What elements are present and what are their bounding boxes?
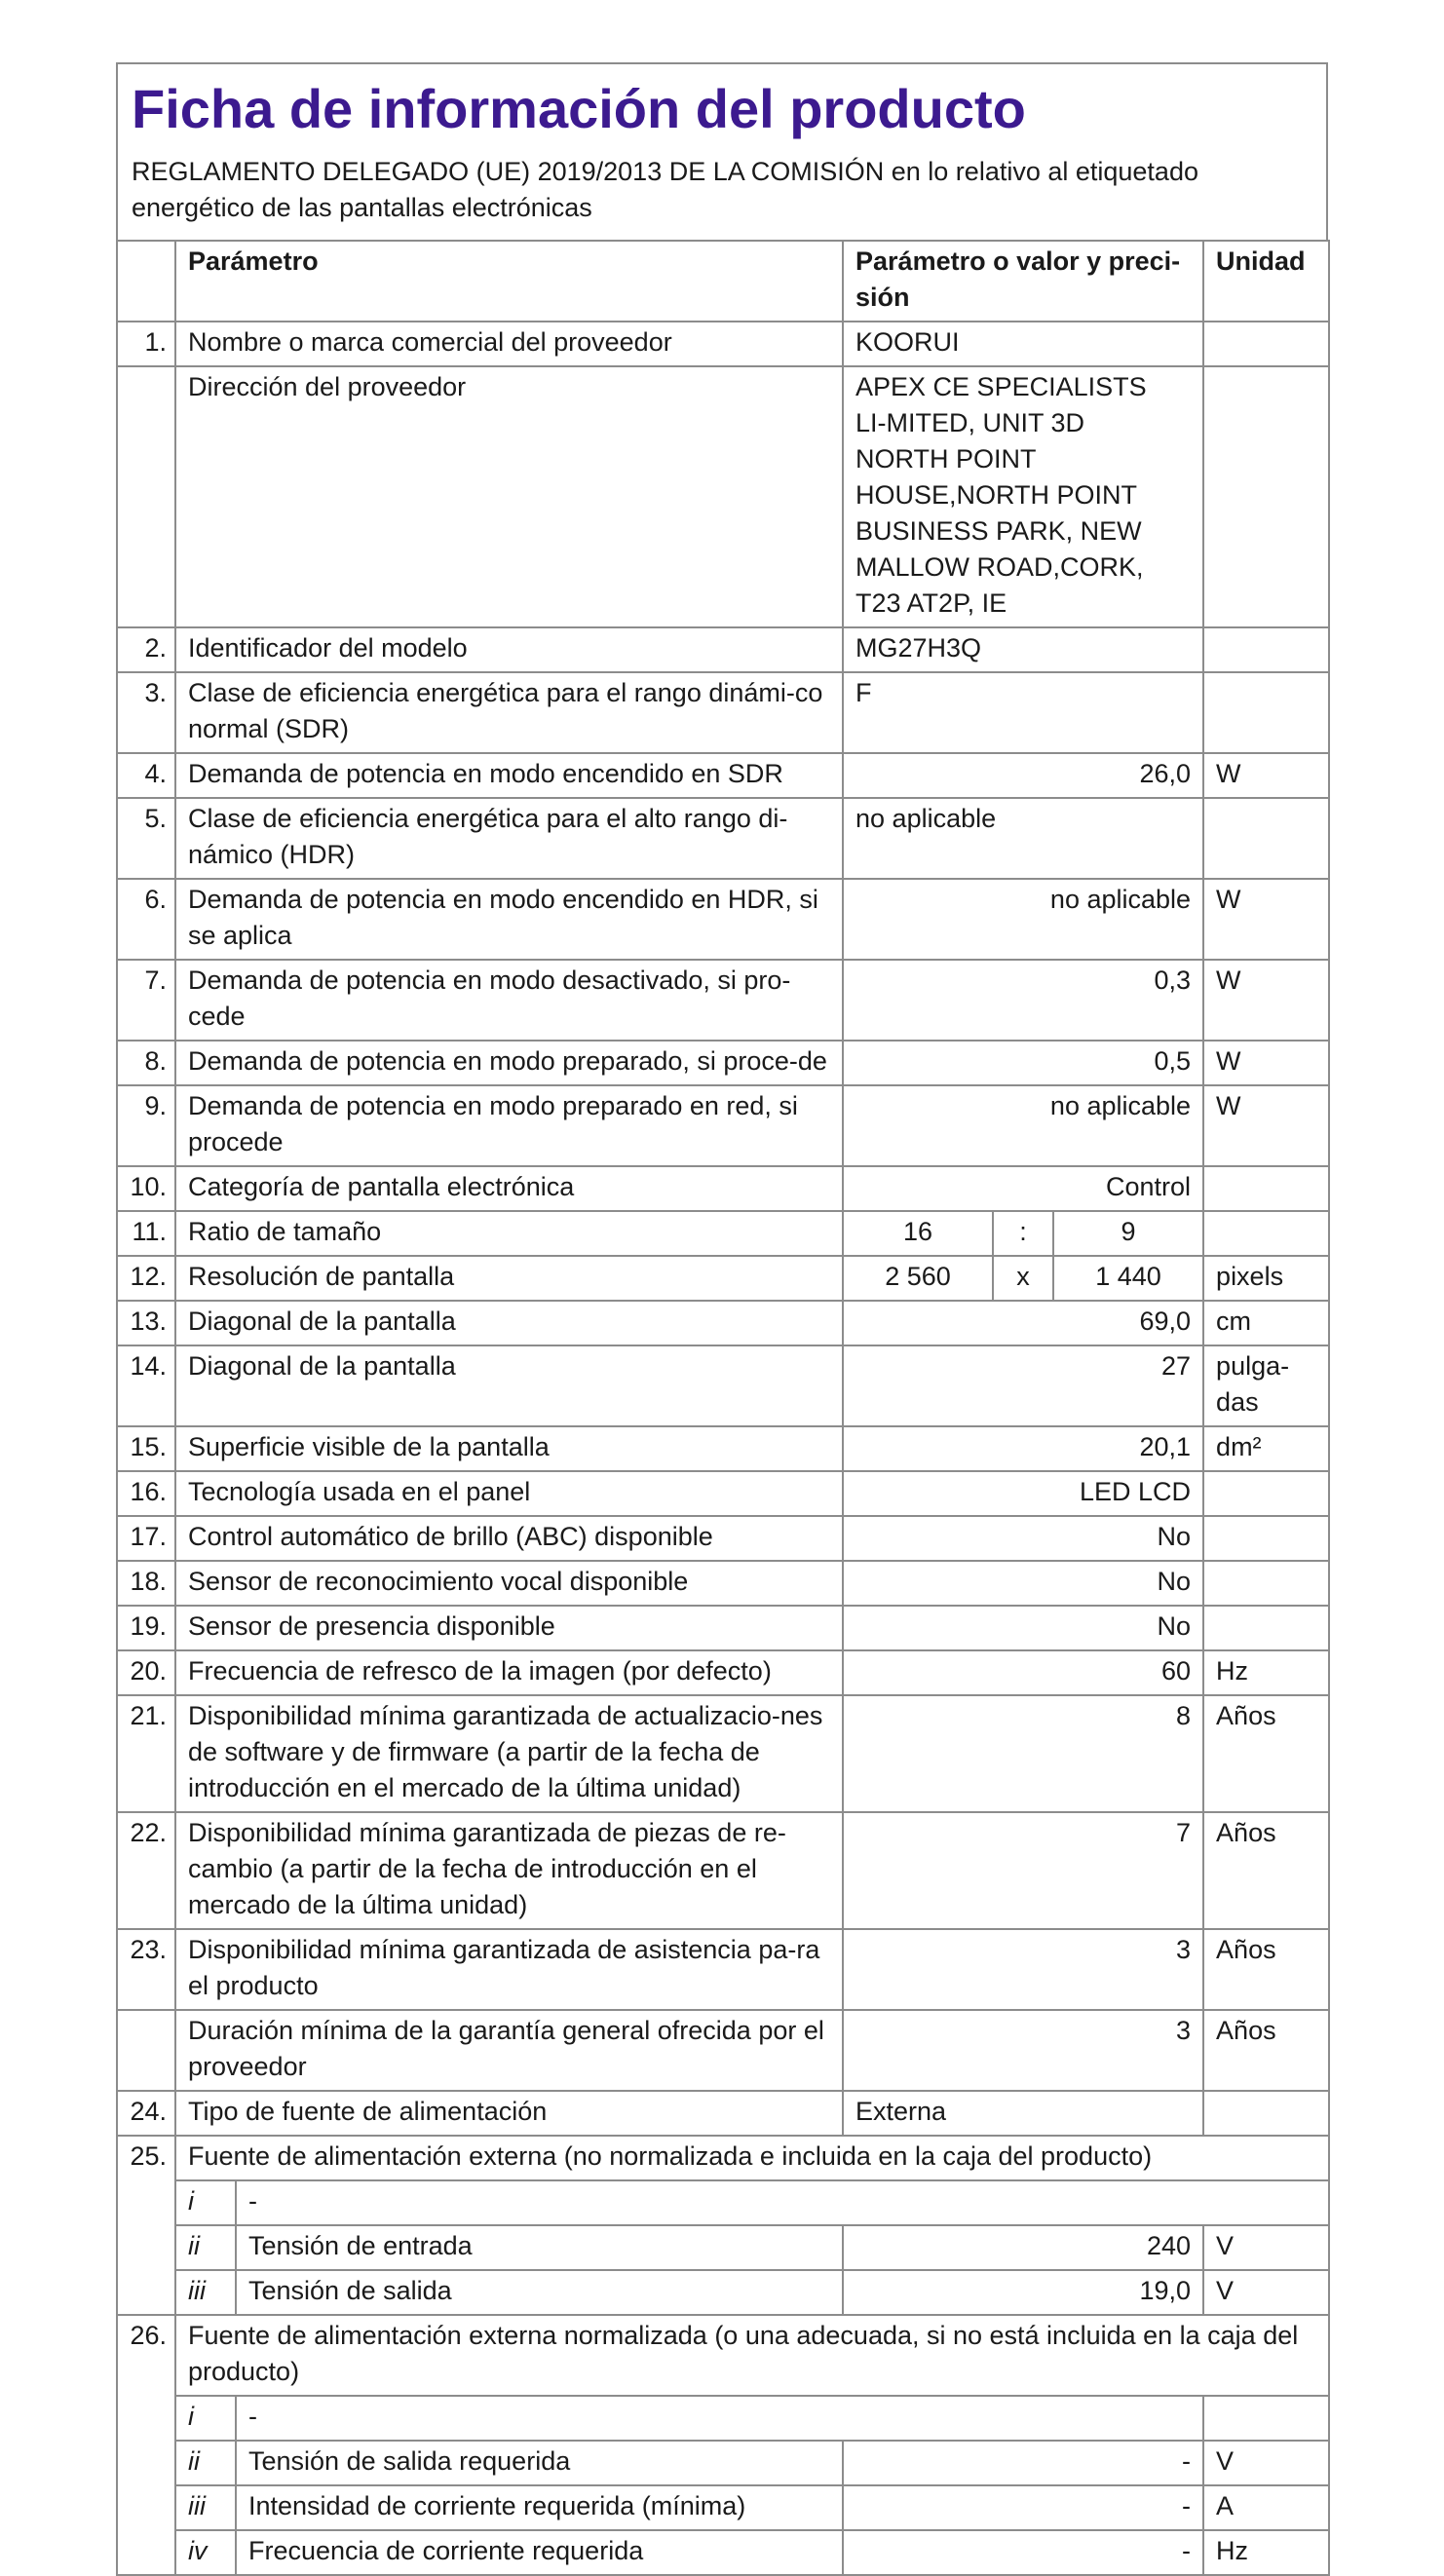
sub-row — [117, 2485, 1329, 2530]
row-value: 0,5 — [843, 1041, 1203, 1085]
row-value: 20,1 — [843, 1426, 1203, 1471]
row-number: 12. — [117, 1256, 175, 1301]
row-parameter: Demanda de potencia en modo preparado, si proce-de — [175, 1041, 843, 1085]
table-row — [117, 1650, 1329, 1695]
row-unit — [1203, 1166, 1329, 1211]
sub-row — [117, 2270, 1329, 2315]
table-row — [117, 1812, 1329, 1929]
row-parameter: Fuente de alimentación externa normalizada (o una adecuada, si no está incluida en la caja del producto) — [175, 2315, 1329, 2396]
row-parameter: Sensor de presencia disponible — [175, 1606, 843, 1650]
sub-row-text: Frecuencia de corriente requerida — [236, 2530, 843, 2575]
row-value: MG27H3Q — [843, 627, 1203, 672]
row-unit — [1203, 627, 1329, 672]
row-unit — [1203, 366, 1329, 627]
row-parameter: Diagonal de la pantalla — [175, 1345, 843, 1426]
row-number: 24. — [117, 2091, 175, 2136]
row-parameter: Frecuencia de refresco de la imagen (por defecto) — [175, 1650, 843, 1695]
row-parameter: Identificador del modelo — [175, 627, 843, 672]
table-row — [117, 798, 1329, 879]
column-header-value: Parámetro o valor y preci-sión — [843, 241, 1203, 322]
row-unit: W — [1203, 753, 1329, 798]
parameter-table — [116, 240, 1330, 2576]
table-row — [117, 1471, 1329, 1516]
row-value: 60 — [843, 1650, 1203, 1695]
row-unit: cm — [1203, 1301, 1329, 1345]
table-row — [117, 1695, 1329, 1812]
row-number: 20. — [117, 1650, 175, 1695]
table-row — [117, 1516, 1329, 1561]
row-unit — [1203, 2091, 1329, 2136]
row-unit — [1203, 1516, 1329, 1561]
row-parameter: Clase de eficiencia energética para el rango dinámi-co normal (SDR) — [175, 672, 843, 753]
sub-row-text: Tensión de salida — [236, 2270, 843, 2315]
row-number: 11. — [117, 1211, 175, 1256]
ratio-separator: : — [993, 1211, 1053, 1256]
sub-row-value: 19,0 — [843, 2270, 1203, 2315]
row-number: 25. — [117, 2136, 175, 2315]
table-row — [117, 1166, 1329, 1211]
row-value: Control — [843, 1166, 1203, 1211]
resolution-height: 1 440 — [1053, 1256, 1203, 1301]
row-unit — [1203, 1606, 1329, 1650]
row-number: 9. — [117, 1085, 175, 1166]
sub-row-text: - — [236, 2396, 1203, 2441]
table-row — [117, 1426, 1329, 1471]
row-value: no aplicable — [843, 798, 1203, 879]
row-parameter: Tipo de fuente de alimentación — [175, 2091, 843, 2136]
sub-row-text: Intensidad de corriente requerida (mínima) — [236, 2485, 843, 2530]
table-row — [117, 1345, 1329, 1426]
row-number — [117, 366, 175, 627]
table-row — [117, 753, 1329, 798]
row-number: 1. — [117, 322, 175, 366]
row-value: LED LCD — [843, 1471, 1203, 1516]
row-value: 3 — [843, 2010, 1203, 2091]
row-value: KOORUI — [843, 322, 1203, 366]
header — [116, 62, 1328, 240]
row-number: 22. — [117, 1812, 175, 1929]
table-row — [117, 1085, 1329, 1166]
row-unit: Años — [1203, 2010, 1329, 2091]
row-unit — [1203, 798, 1329, 879]
ratio-width: 16 — [843, 1211, 993, 1256]
table-row — [117, 1301, 1329, 1345]
sub-row — [117, 2225, 1329, 2270]
column-header-parameter: Parámetro — [175, 241, 843, 322]
row-value: 7 — [843, 1812, 1203, 1929]
row-number: 19. — [117, 1606, 175, 1650]
sub-row — [117, 2530, 1329, 2575]
table-row — [117, 960, 1329, 1041]
sub-row-index: iii — [175, 2270, 236, 2315]
row-unit — [1203, 1471, 1329, 1516]
table-row — [117, 366, 1329, 627]
row-number: 26. — [117, 2315, 175, 2575]
row-unit — [1203, 322, 1329, 366]
resolution-width: 2 560 — [843, 1256, 993, 1301]
sub-row-text: Tensión de entrada — [236, 2225, 843, 2270]
table-row — [117, 1041, 1329, 1085]
row-value: F — [843, 672, 1203, 753]
row-parameter: Sensor de reconocimiento vocal disponible — [175, 1561, 843, 1606]
sub-row-unit: Hz — [1203, 2530, 1329, 2575]
row-unit: W — [1203, 879, 1329, 960]
row-parameter: Resolución de pantalla — [175, 1256, 843, 1301]
row-unit: dm² — [1203, 1426, 1329, 1471]
row-value: No — [843, 1516, 1203, 1561]
sub-row-unit: A — [1203, 2485, 1329, 2530]
row-number — [117, 2010, 175, 2091]
row-value: no aplicable — [843, 1085, 1203, 1166]
row-number: 23. — [117, 1929, 175, 2010]
row-parameter: Nombre o marca comercial del proveedor — [175, 322, 843, 366]
row-value: APEX CE SPECIALISTS LI-MITED, UNIT 3D NORTH POINT HOUSE,NORTH POINT BUSINESS PARK, NEW MALLOW ROAD,CORK, T23 AT2P, IE — [843, 366, 1203, 627]
row-unit: Hz — [1203, 1650, 1329, 1695]
row-number: 14. — [117, 1345, 175, 1426]
row-parameter: Demanda de potencia en modo encendido en HDR, si se aplica — [175, 879, 843, 960]
sub-row-unit: V — [1203, 2225, 1329, 2270]
column-header-unit: Unidad — [1203, 241, 1329, 322]
row-parameter: Tecnología usada en el panel — [175, 1471, 843, 1516]
row-parameter: Duración mínima de la garantía general ofrecida por el proveedor — [175, 2010, 843, 2091]
resolution-separator: x — [993, 1256, 1053, 1301]
row-number: 4. — [117, 753, 175, 798]
row-number: 18. — [117, 1561, 175, 1606]
row-unit: W — [1203, 960, 1329, 1041]
row-value: No — [843, 1561, 1203, 1606]
sub-row-index: i — [175, 2180, 236, 2225]
sub-row — [117, 2180, 1329, 2225]
product-information-sheet — [116, 62, 1328, 2576]
row-number: 7. — [117, 960, 175, 1041]
sub-row-index: ii — [175, 2441, 236, 2485]
sub-row-index: iii — [175, 2485, 236, 2530]
row-unit: W — [1203, 1041, 1329, 1085]
table-row — [117, 2315, 1329, 2396]
table-row — [117, 2010, 1329, 2091]
row-number: 17. — [117, 1516, 175, 1561]
row-parameter: Demanda de potencia en modo preparado en red, si procede — [175, 1085, 843, 1166]
row-unit: Años — [1203, 1812, 1329, 1929]
row-unit: Años — [1203, 1929, 1329, 2010]
sub-row-value: - — [843, 2441, 1203, 2485]
sub-row-index: ii — [175, 2225, 236, 2270]
row-unit: Años — [1203, 1695, 1329, 1812]
row-value: 26,0 — [843, 753, 1203, 798]
row-unit: pulga-das — [1203, 1345, 1329, 1426]
number-header — [117, 241, 175, 322]
sub-row-index: i — [175, 2396, 236, 2441]
row-parameter: Control automático de brillo (ABC) disponible — [175, 1516, 843, 1561]
sub-row-text: Tensión de salida requerida — [236, 2441, 843, 2485]
sub-row-value: - — [843, 2485, 1203, 2530]
table-row — [117, 1929, 1329, 2010]
row-parameter: Diagonal de la pantalla — [175, 1301, 843, 1345]
table-row — [117, 1256, 1329, 1301]
row-number: 8. — [117, 1041, 175, 1085]
row-number: 16. — [117, 1471, 175, 1516]
row-parameter: Disponibilidad mínima garantizada de asistencia pa-ra el producto — [175, 1929, 843, 2010]
table-row — [117, 322, 1329, 366]
row-parameter: Demanda de potencia en modo encendido en SDR — [175, 753, 843, 798]
sub-row-unit: V — [1203, 2441, 1329, 2485]
row-parameter: Fuente de alimentación externa (no normalizada e incluida en la caja del producto) — [175, 2136, 1329, 2180]
row-parameter: Clase de eficiencia energética para el alto rango di-námico (HDR) — [175, 798, 843, 879]
table-row — [117, 2136, 1329, 2180]
row-unit — [1203, 1561, 1329, 1606]
sub-row-value: 240 — [843, 2225, 1203, 2270]
table-row — [117, 627, 1329, 672]
table-row — [117, 879, 1329, 960]
row-parameter: Dirección del proveedor — [175, 366, 843, 627]
row-unit: W — [1203, 1085, 1329, 1166]
row-value: No — [843, 1606, 1203, 1650]
row-number: 15. — [117, 1426, 175, 1471]
table-row — [117, 1211, 1329, 1256]
row-number: 5. — [117, 798, 175, 879]
row-value: Externa — [843, 2091, 1203, 2136]
row-number: 6. — [117, 879, 175, 960]
table-row — [117, 2091, 1329, 2136]
row-value: 3 — [843, 1929, 1203, 2010]
row-unit: pixels — [1203, 1256, 1329, 1301]
table-row — [117, 1606, 1329, 1650]
ratio-height: 9 — [1053, 1211, 1203, 1256]
row-parameter: Categoría de pantalla electrónica — [175, 1166, 843, 1211]
sub-row — [117, 2441, 1329, 2485]
table-header-row — [117, 241, 1329, 322]
sub-row-value: - — [843, 2530, 1203, 2575]
table-row — [117, 1561, 1329, 1606]
row-number: 13. — [117, 1301, 175, 1345]
row-parameter: Demanda de potencia en modo desactivado, si pro-cede — [175, 960, 843, 1041]
row-value: 27 — [843, 1345, 1203, 1426]
sub-row — [117, 2396, 1329, 2441]
row-number: 2. — [117, 627, 175, 672]
row-number: 21. — [117, 1695, 175, 1812]
table-row — [117, 672, 1329, 753]
row-value: no aplicable — [843, 879, 1203, 960]
row-value: 8 — [843, 1695, 1203, 1812]
page-title: Ficha de información del producto — [132, 78, 1026, 139]
sub-row-index: iv — [175, 2530, 236, 2575]
row-unit — [1203, 672, 1329, 753]
row-parameter: Superficie visible de la pantalla — [175, 1426, 843, 1471]
row-unit — [1203, 1211, 1329, 1256]
row-parameter: Disponibilidad mínima garantizada de piezas de re-cambio (a partir de la fecha de introducción en el mercado de la última unidad) — [175, 1812, 843, 1929]
row-value: 69,0 — [843, 1301, 1203, 1345]
sub-row-text: - — [236, 2180, 1329, 2225]
sub-row-unit — [1203, 2396, 1329, 2441]
sub-row-unit: V — [1203, 2270, 1329, 2315]
regulation-subtitle: REGLAMENTO DELEGADO (UE) 2019/2013 DE LA COMISIÓN en lo relativo al etiquetado energético de las pantallas electrónicas — [132, 157, 1198, 222]
row-parameter: Ratio de tamaño — [175, 1211, 843, 1256]
row-value: 0,3 — [843, 960, 1203, 1041]
row-number: 3. — [117, 672, 175, 753]
row-number: 10. — [117, 1166, 175, 1211]
row-parameter: Disponibilidad mínima garantizada de actualizacio-nes de software y de firmware (a partir de la fecha de introducción en el mercado de la última unidad) — [175, 1695, 843, 1812]
